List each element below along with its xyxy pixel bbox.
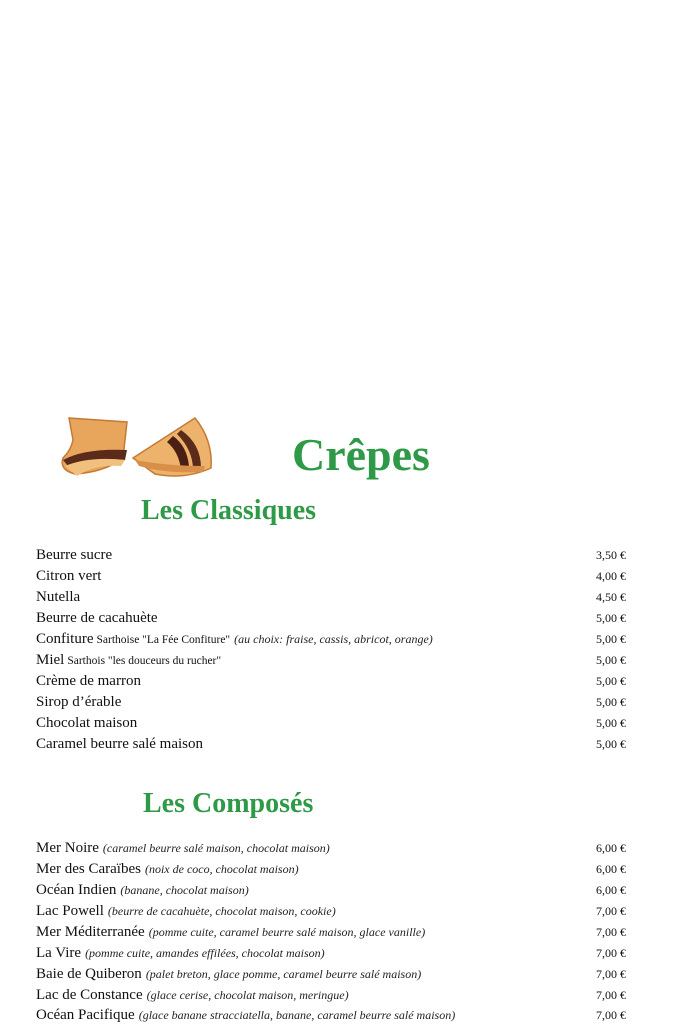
item-name: Mer Méditerranée [36, 924, 145, 940]
item-name: Océan Pacifique [36, 1007, 135, 1023]
menu-item [36, 631, 626, 652]
menu-item [36, 966, 626, 987]
item-description: (pomme cuite, amandes effilées, chocolat maison) [85, 946, 325, 960]
item-description: (glace banane stracciatella, banane, caramel beurre salé maison) [138, 1008, 456, 1022]
item-name: Océan Indien [36, 882, 117, 898]
item-name: Lac Powell [36, 903, 104, 919]
menu-item [36, 987, 626, 1008]
item-origin: Sarthoise "La Fée Confiture" [96, 634, 231, 646]
item-price: 7,00 € [596, 925, 626, 939]
item-price: 5,00 € [596, 674, 626, 688]
item-name: Confiture [36, 631, 94, 647]
menu-item [36, 903, 626, 924]
menu-item [36, 589, 626, 610]
menu-item [36, 861, 626, 882]
item-price: 7,00 € [596, 946, 626, 960]
menu-item [36, 945, 626, 966]
item-price: 5,00 € [596, 695, 626, 709]
item-name: Beurre de cacahuète [36, 610, 158, 626]
menu-item [36, 1007, 626, 1028]
menu-item [36, 882, 626, 903]
item-price: 5,00 € [596, 611, 626, 625]
item-description: (pomme cuite, caramel beurre salé maison, glace vanille) [148, 925, 426, 939]
item-name: Miel [36, 652, 65, 668]
item-price: 6,00 € [596, 841, 626, 855]
item-name: Beurre sucre [36, 547, 113, 563]
item-description: (glace cerise, chocolat maison, meringue) [146, 988, 349, 1002]
item-name: Chocolat maison [36, 715, 138, 731]
item-price: 5,00 € [596, 716, 626, 730]
item-name: Baie de Quiberon [36, 966, 142, 982]
menu-item [36, 547, 626, 568]
item-description: (beurre de cacahuète, chocolat maison, cookie) [107, 904, 336, 918]
menu-item [36, 924, 626, 945]
item-name: Citron vert [36, 568, 102, 584]
item-name: Lac de Constance [36, 987, 143, 1003]
item-description: (caramel beurre salé maison, chocolat maison) [102, 841, 330, 855]
item-price: 7,00 € [596, 904, 626, 918]
item-name: Mer des Caraïbes [36, 861, 141, 877]
menu-item [36, 610, 626, 631]
menu-item [36, 568, 626, 589]
item-price: 6,00 € [596, 862, 626, 876]
item-price: 3,50 € [596, 548, 626, 562]
item-price: 7,00 € [596, 988, 626, 1002]
item-price: 7,00 € [596, 967, 626, 981]
item-price: 7,00 € [596, 1008, 626, 1022]
section-title-composes: Les Composés [143, 788, 314, 819]
item-name: Mer Noire [36, 840, 99, 856]
item-name: Sirop d’érable [36, 694, 122, 710]
menu-item [36, 840, 626, 861]
menu-title: Crêpes [292, 429, 430, 480]
section-title-classiques: Les Classiques [141, 495, 317, 526]
menu-item [36, 694, 626, 715]
item-description: (noix de coco, chocolat maison) [144, 862, 299, 876]
menu-item [36, 673, 626, 694]
item-price: 4,00 € [596, 569, 626, 583]
menu-item [36, 652, 626, 673]
item-name: Caramel beurre salé maison [36, 736, 204, 752]
item-origin: Sarthois "les douceurs du rucher" [67, 655, 222, 667]
menu-item [36, 736, 626, 757]
item-price: 5,00 € [596, 653, 626, 667]
item-price: 5,00 € [596, 737, 626, 751]
item-name: La Vire [36, 945, 82, 961]
menu-item [36, 715, 626, 736]
item-price: 5,00 € [596, 632, 626, 646]
item-name: Nutella [36, 589, 81, 605]
folded-crepe-right [133, 418, 211, 476]
item-description: (banane, chocolat maison) [120, 883, 249, 897]
item-name: Crème de marron [36, 673, 141, 689]
folded-crepe-left [62, 418, 127, 476]
item-description: (au choix: fraise, cassis, abricot, orange) [234, 632, 433, 646]
item-description: (palet breton, glace pomme, caramel beurre salé maison) [145, 967, 422, 981]
crepes-illustration [55, 410, 220, 485]
item-price: 6,00 € [596, 883, 626, 897]
item-price: 4,50 € [596, 590, 626, 604]
